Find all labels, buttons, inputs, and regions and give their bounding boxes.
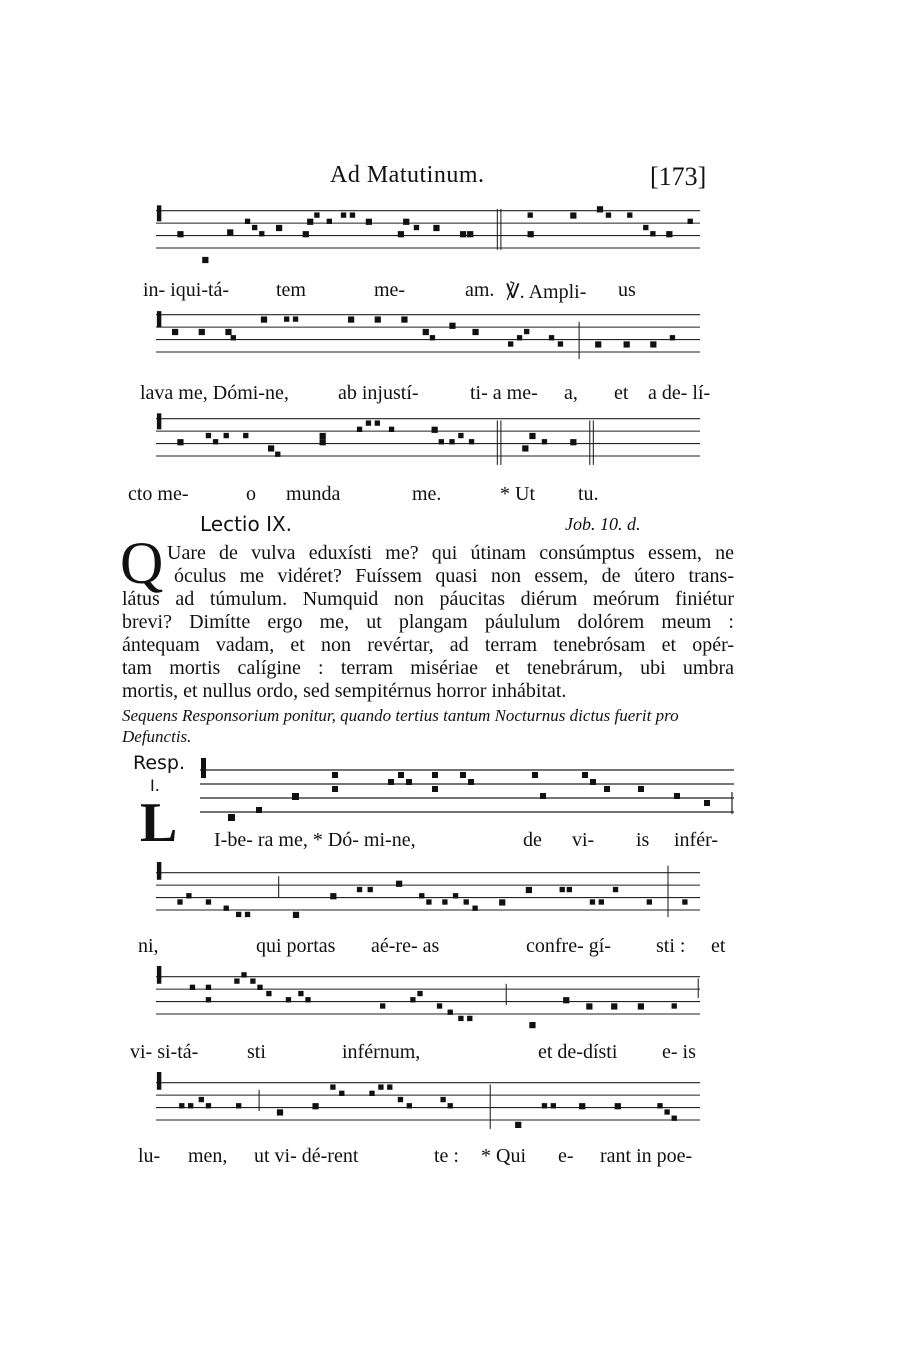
lyric-syllable: * Qui bbox=[481, 1145, 526, 1167]
lyric-syllable: e- bbox=[558, 1145, 574, 1167]
lectio-text bbox=[122, 542, 734, 703]
lyric-syllable: et de-dísti bbox=[538, 1041, 618, 1063]
lectio-line: óculus me vidéret? Fuíssem quasi non essem, de útero trans- bbox=[174, 565, 734, 587]
lyric-syllable: men, bbox=[188, 1145, 228, 1167]
lyric-syllable: confre- gí- bbox=[526, 935, 611, 957]
lectio-line: látus ad túmulum. Numquid non páucitas diérum meórum finiétur bbox=[122, 588, 734, 610]
lyric-syllable: ℣. Ampli- bbox=[506, 281, 587, 303]
lyric-syllable: cto me- bbox=[128, 483, 189, 505]
lyric-syllable: tem bbox=[276, 279, 306, 301]
lyric-syllable: vi- si-tá- bbox=[130, 1041, 199, 1063]
lyric-syllable: lava me, Dómi-ne, bbox=[140, 382, 289, 404]
chant-staff bbox=[200, 758, 734, 830]
lectio-line: brevi? Dimítte ergo me, ut plangam páululum dolórem meum : bbox=[122, 611, 734, 633]
lyric-syllable: vi- bbox=[572, 829, 595, 851]
lyric-syllable: e- is bbox=[662, 1041, 696, 1063]
lyric-syllable: qui portas bbox=[256, 935, 336, 957]
chant-staff bbox=[122, 408, 734, 472]
lyric-syllable: me- bbox=[374, 279, 406, 301]
lectio-line: mortis, et nullus ordo, sed sempitérnus horror inhábitat. bbox=[122, 680, 567, 702]
lyric-syllable: a, bbox=[564, 382, 578, 404]
chant-staff bbox=[122, 966, 734, 1030]
dropcap-initial: L bbox=[140, 792, 178, 854]
responsory-label: Resp. bbox=[133, 752, 186, 774]
lyric-syllable: sti : bbox=[656, 935, 686, 957]
lyric-syllable: inférnum, bbox=[342, 1041, 421, 1063]
lectio-line: tam mortis calígine : terram misériae et tenebrárum, ubi umbra bbox=[122, 657, 734, 679]
lyric-syllable: ti- a me- bbox=[470, 382, 538, 404]
lyric-syllable: I-be- ra me, * Dó- mi-ne, bbox=[214, 829, 416, 851]
rubric: Sequens Responsorium ponitur, quando tertius tantum Nocturnus dictus fuerit pro Defunctis. bbox=[122, 706, 679, 746]
lyric-syllable: rant in poe- bbox=[600, 1145, 693, 1167]
lyric-syllable: o bbox=[246, 483, 256, 505]
lyric-syllable: sti bbox=[247, 1041, 266, 1063]
lyric-syllable: in- iqui-tá- bbox=[143, 279, 230, 301]
lyric-syllable: lu- bbox=[138, 1145, 161, 1167]
lectio-line: ántequam vadam, et non revértar, ad terram tenebrósam et opér- bbox=[122, 634, 734, 656]
responsory-number: I. bbox=[150, 776, 160, 795]
lyric-syllable: is bbox=[636, 829, 650, 851]
lyric-syllable: et bbox=[614, 382, 629, 404]
chant-staff bbox=[122, 200, 734, 264]
lyric-syllable: te : bbox=[434, 1145, 459, 1167]
page-number: [173] bbox=[650, 162, 707, 191]
page-title: Ad Matutinum. bbox=[330, 162, 485, 188]
lectio-reference: Job. 10. d. bbox=[565, 514, 641, 534]
lectio-title: Lectio IX. bbox=[200, 512, 293, 536]
lyric-syllable: munda bbox=[286, 483, 341, 505]
dropcap-initial: Q bbox=[120, 530, 164, 596]
lyric-syllable: ni, bbox=[138, 935, 159, 957]
lyric-syllable: am. bbox=[465, 279, 495, 301]
lyric-syllable: de bbox=[523, 829, 542, 851]
lyric-syllable: aé-re- as bbox=[371, 935, 440, 957]
lyric-syllable: tu. bbox=[578, 483, 599, 505]
lyric-syllable: me. bbox=[412, 483, 442, 505]
lyric-syllable: * Ut bbox=[500, 483, 535, 505]
chant-staff bbox=[122, 1072, 734, 1136]
chant-staff bbox=[122, 862, 734, 926]
lyric-syllable: a de- lí- bbox=[648, 382, 711, 404]
lyric-syllable: ab injustí- bbox=[338, 382, 419, 404]
lyric-syllable: et bbox=[711, 935, 726, 957]
lyric-syllable: ut vi- dé-rent bbox=[254, 1145, 359, 1167]
lyric-syllable: us bbox=[618, 279, 636, 301]
chant-staff bbox=[122, 304, 734, 368]
lectio-line: Uare de vulva eduxísti me? qui útinam consúmptus essem, ne bbox=[167, 542, 734, 564]
lyric-syllable: infér- bbox=[674, 829, 719, 851]
